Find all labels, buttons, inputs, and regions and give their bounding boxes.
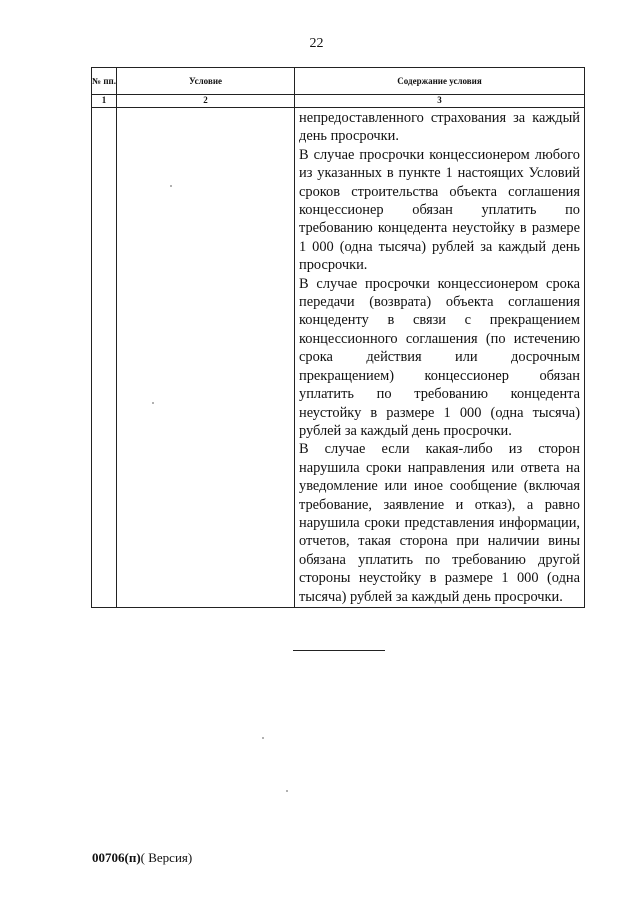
conditions-table <box>91 67 585 608</box>
content-paragraph-2: В случае просрочки концессионером любого из указанных в пункте 1 настоящих Условий сроков строительства объекта соглашения концессионер обязан уплатить по требованию концедента неустойку в размере 1 000 (одна тысяча) рублей за каждый день просрочки. <box>299 146 580 274</box>
scan-speck <box>170 185 172 187</box>
footer-document-code <box>92 850 192 866</box>
content-paragraph-1: непредоставленного страхования за каждый день просрочки. <box>299 110 580 145</box>
page-number: 22 <box>309 36 324 51</box>
column-number-1: 1 <box>92 95 117 108</box>
footer-version: ( Версия) <box>140 850 193 865</box>
header-number: № пп. <box>92 68 117 95</box>
row-number-cell <box>92 108 117 608</box>
row-content-cell <box>295 108 585 608</box>
row-condition-cell <box>117 108 295 608</box>
header-condition: Условие <box>117 68 295 95</box>
scan-speck <box>286 790 288 792</box>
footer-code: 00706(п) <box>92 850 141 865</box>
content-paragraph-3: В случае просрочки концессионером срока передачи (возврата) объекта соглашения концеденту в связи с прекращением концессионного соглашения (по истечению срока действия или досрочным прекращением) концессионер обязан уплатить по требованию концедента неустойку в размере 1 000 (одна тысяча) рублей за каждый день просрочки. <box>299 275 580 439</box>
end-divider-line <box>293 650 385 651</box>
scan-speck <box>152 402 154 404</box>
column-number-3: 3 <box>295 95 585 108</box>
scan-speck <box>262 737 264 739</box>
header-content: Содержание условия <box>295 68 585 95</box>
content-paragraph-4: В случае если какая-либо из сторон нарушила сроки направления или ответа на уведомление или иное сообщение (включая требование, заявление и отказ), а равно нарушила сроки представления информации, отчетов, такая сторона при наличии вины обязана уплатить по требованию другой стороны неустойку в размере 1 000 (одна тысяча) рублей за каждый день просрочки. <box>299 441 580 605</box>
table-row <box>92 108 585 608</box>
column-number-row <box>92 95 585 108</box>
table-header-row <box>92 68 585 95</box>
column-number-2: 2 <box>117 95 295 108</box>
